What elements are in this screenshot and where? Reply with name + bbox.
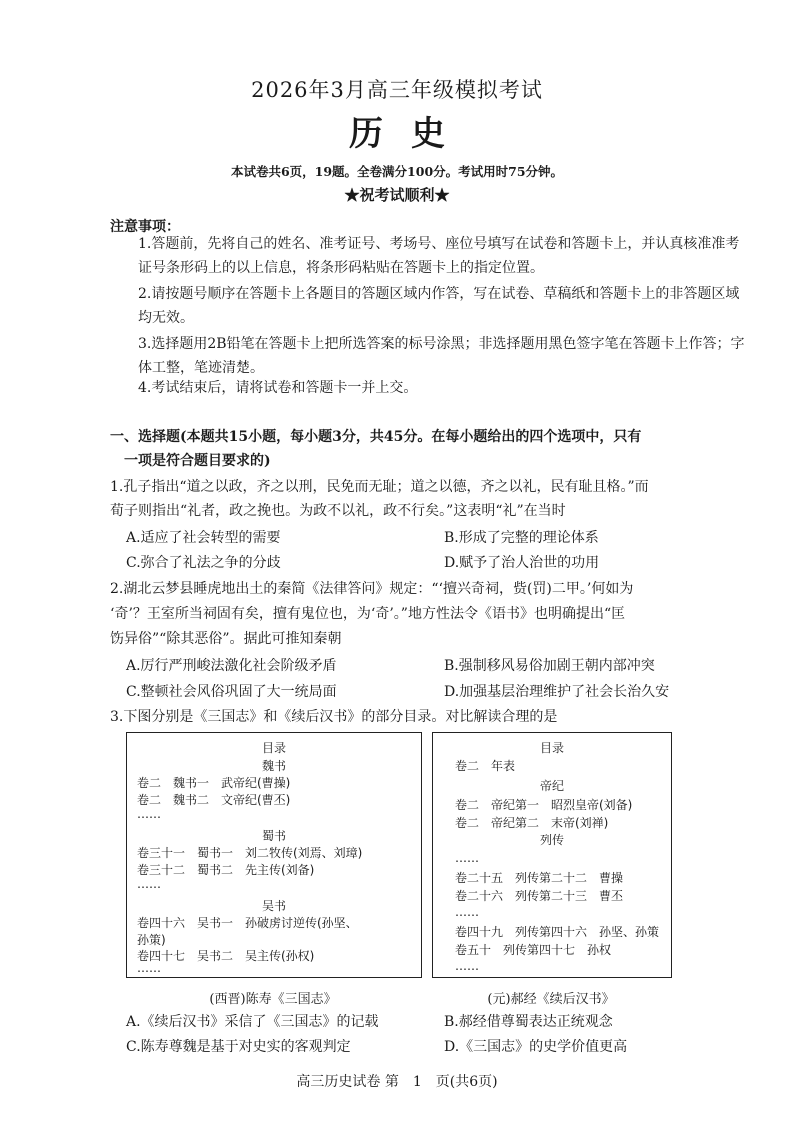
sanguozhi-contents-box <box>126 732 422 978</box>
good-luck-banner: ★祝考试顺利★ <box>344 186 450 204</box>
q1-stem-line2: 荀子则指出“礼者，政之挽也。为政不以礼，政不行矣。”这表明“礼”在当时 <box>110 503 566 519</box>
q2-option-a: A.厉行严刑峻法激化社会阶级矛盾 <box>126 658 337 674</box>
q2-option-d: D.加强基层治理维护了社会长治久安 <box>444 684 670 700</box>
box-line: 卷四十七 吴书二 吴主传(孙权) <box>137 949 315 963</box>
notice-item-2: 2.请按题号顺序在答题卡上各题目的答题区域内作答，写在试卷、草稿纸和答题卡上的非答题区域均无效。 <box>138 286 740 326</box>
xuhouhanshu-caption: (元)郝经《续后汉书》 <box>487 992 615 1007</box>
q3-option-a: A.《续后汉书》采信了《三国志》的记载 <box>126 1014 379 1030</box>
box-line: 卷四十九 列传第四十六 孙坚、孙策 <box>455 925 660 939</box>
q1-option-d: D.赋予了治人治世的功用 <box>444 555 600 571</box>
page-footer: 高三历史试卷 第 1 页(共6页) <box>296 1074 498 1090</box>
box-line: …… <box>137 961 161 975</box>
box-line: 列传 <box>539 833 564 847</box>
q1-option-c: C.弥合了礼法之争的分歧 <box>126 555 281 571</box>
box-line: …… <box>137 877 161 891</box>
box-line: 卷三十一 蜀书一 刘二牧传(刘焉、刘璋) <box>137 846 363 860</box>
box-line: 卷五十 列传第四十七 孙权 <box>455 943 612 957</box>
box-line: 蜀书 <box>261 829 286 843</box>
q3-option-c: C.陈寿尊魏是基于对史实的客观判定 <box>126 1039 351 1055</box>
box-line: 卷二 魏书二 文帝纪(曹丕) <box>137 793 291 807</box>
sanguozhi-caption: (西晋)陈寿《三国志》 <box>209 992 337 1007</box>
box-line: 卷四十六 吴书一 孙破虏讨逆传(孙坚、 <box>137 916 358 930</box>
subject-title: 历史 <box>349 114 473 154</box>
section-title-line2: 一项是符合题目要求的) <box>124 453 271 469</box>
box-title: 目录 <box>539 741 564 755</box>
notice-heading: 注意事项： <box>110 219 180 235</box>
q2-stem-line1: 2.湖北云梦县睡虎地出土的秦简《法律答问》规定：“‘擅兴奇祠，赀(罚)二甲。’何如为 <box>110 581 634 597</box>
box-line: 孙策) <box>137 933 166 947</box>
box-line: 卷二 魏书一 武帝纪(曹操) <box>137 776 291 790</box>
q1-option-a: A.适应了社会转型的需要 <box>126 530 281 546</box>
q3-stem: 3.下图分别是《三国志》和《续后汉书》的部分目录。对比解读合理的是 <box>110 709 558 725</box>
box-line: …… <box>455 851 479 865</box>
box-line: 卷二 帝纪第二 末帝(刘禅) <box>455 816 609 830</box>
box-line: 卷二十五 列传第二十二 曹操 <box>455 871 624 885</box>
box-line: …… <box>455 905 479 919</box>
q3-option-b: B.郝经借尊蜀表达正统观念 <box>444 1014 613 1030</box>
box-line: 魏书 <box>261 759 286 773</box>
box-line: 吴书 <box>261 899 286 913</box>
section-title-line1: 一、选择题(本题共15小题，每小题3分，共45分。在每小题给出的四个选项中，只有 <box>110 429 642 445</box>
q1-stem-line1: 1.孔子指出“道之以政，齐之以刑，民免而无耻；道之以德，齐之以礼，民有耻且格。”而 <box>110 479 649 495</box>
xuhouhanshu-contents-box <box>432 732 672 978</box>
q3-option-d: D.《三国志》的史学价值更高 <box>444 1039 628 1055</box>
box-line: 帝纪 <box>539 779 564 793</box>
notice-item-1: 1.答题前，先将自己的姓名、准考证号、考场号、座位号填写在试卷和答题卡上，并认真核准准考证号条形码上的以上信息，将条形码粘贴在答题卡上的指定位置。 <box>138 236 740 276</box>
exam-info: 本试卷共6页，19题。全卷满分100分。考试用时75分钟。 <box>230 164 564 179</box>
box-line: …… <box>455 959 479 973</box>
box-line: 卷二 帝纪第一 昭烈皇帝(刘备) <box>455 798 633 812</box>
notice-item-4: 4.考试结束后，请将试卷和答题卡一并上交。 <box>138 380 418 396</box>
box-line: 卷二 年表 <box>455 759 516 773</box>
q2-option-b: B.强制移风易俗加剧王朝内部冲突 <box>444 658 655 674</box>
q1-option-b: B.形成了完整的理论体系 <box>444 530 599 546</box>
q2-stem-line3: 饬异俗”“除其恶俗”。据此可推知秦朝 <box>110 631 342 647</box>
exam-title: 2026年3月高三年级模拟考试 <box>251 78 543 102</box>
q2-option-c: C.整顿社会风俗巩固了大一统局面 <box>126 684 337 700</box>
box-title: 目录 <box>261 741 286 755</box>
notice-item-3: 3.选择题用2B铅笔在答题卡上把所选答案的标号涂黑；非选择题用黑色签字笔在答题卡上作答；字体工整，笔迹清楚。 <box>138 336 745 376</box>
box-line: …… <box>137 807 161 821</box>
box-line: 卷三十二 蜀书二 先主传(刘备) <box>137 863 315 877</box>
q2-stem-line2: ‘奇’？王室所当祠固有矣，擅有鬼位也，为‘奇’。”地方性法令《语书》也明确提出“匡 <box>110 606 626 622</box>
box-line: 卷二十六 列传第二十三 曹丕 <box>455 889 624 903</box>
